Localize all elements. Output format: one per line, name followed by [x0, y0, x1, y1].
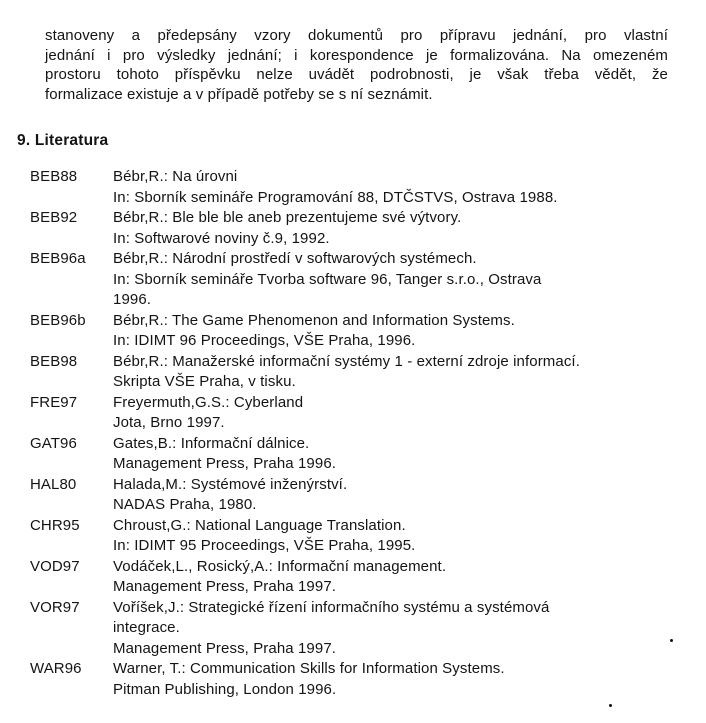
bib-citation — [113, 598, 696, 660]
bib-line: Management Press, Praha 1997. — [113, 639, 337, 657]
bib-line: Jota, Brno 1997. — [113, 414, 225, 431]
bib-line: Pitman Publishing, London 1996. — [113, 680, 337, 698]
bib-citation — [113, 311, 696, 352]
bib-entry — [30, 659, 696, 700]
bib-citation — [113, 249, 696, 311]
bib-line: In: Sborník semináře Programování 88, DTČSTVS, Ostrava 1988. — [113, 188, 558, 206]
scan-artifact-dot — [670, 639, 673, 642]
bib-citation — [113, 475, 696, 516]
bib-line: 1996. — [113, 291, 152, 308]
bib-citation — [113, 208, 696, 249]
bib-entry — [30, 249, 696, 311]
bib-label: HAL80 — [30, 475, 77, 493]
paragraph-line: stanoveny a předepsány vzory dokumentů pro přípravu jednání, pro vlastní — [45, 27, 668, 44]
bib-label: VOR97 — [30, 598, 80, 616]
paragraph-line: prostoru tohoto příspěvku nelze uvádět podrobnosti, je však třeba vědět, že — [45, 66, 668, 83]
bib-entry — [30, 352, 696, 393]
bib-line: Gates,B.: Informační dálnice. — [113, 434, 310, 452]
bib-label: BEB92 — [30, 209, 78, 226]
bib-label: FRE97 — [30, 393, 78, 411]
bib-entry — [30, 557, 696, 598]
bib-line: Bébr,R.: Na úrovni — [113, 168, 238, 185]
bib-entry — [30, 208, 696, 249]
bib-label: BEB96b — [30, 311, 86, 329]
bib-line: Management Press, Praha 1996. — [113, 455, 337, 472]
bib-entry — [30, 434, 696, 475]
bib-line: Warner, T.: Communication Skills for Information Systems. — [113, 660, 505, 677]
bib-label: VOD97 — [30, 557, 80, 575]
bib-line: Chroust,G.: National Language Translation. — [113, 516, 406, 534]
bib-line: Skripta VŠE Praha, v tisku. — [113, 373, 296, 390]
bib-citation — [113, 434, 696, 475]
bib-entry — [30, 167, 696, 208]
bib-line: Vodáček,L., Rosický,A.: Informační management. — [113, 557, 447, 575]
paragraph-line: formalizace existuje a v případě potřeby se s ní seznámit. — [45, 85, 433, 103]
bib-citation — [113, 393, 696, 434]
bib-line: Bébr,R.: Národní prostředí v softwarových systémech. — [113, 250, 477, 267]
bib-label: BEB88 — [30, 168, 78, 185]
bibliography-list — [30, 167, 696, 700]
bib-line: In: IDIMT 96 Proceedings, VŠE Praha, 1996. — [113, 332, 416, 349]
scan-artifact-dot — [609, 704, 612, 707]
bib-citation — [113, 167, 696, 208]
paragraph-line: jednání i pro výsledky jednání; i korespondence je formalizována. Na omezeném — [45, 46, 668, 64]
bib-citation — [113, 352, 696, 393]
bib-line: Voříšek,J.: Strategické řízení informačního systému a systémová — [113, 598, 550, 616]
bib-citation — [113, 659, 696, 700]
bib-entry — [30, 475, 696, 516]
bib-entry — [30, 516, 696, 557]
bib-label: CHR95 — [30, 516, 80, 534]
bib-line: NADAS Praha, 1980. — [113, 496, 257, 513]
intro-paragraph — [45, 26, 668, 104]
bib-line: integrace. — [113, 619, 180, 636]
bib-label: WAR96 — [30, 660, 82, 677]
bib-line: In: Sborník semináře Tvorba software 96, Tanger s.r.o., Ostrava — [113, 270, 542, 288]
bib-line: In: Softwarové noviny č.9, 1992. — [113, 229, 330, 247]
bib-line: In: IDIMT 95 Proceedings, VŠE Praha, 1995. — [113, 537, 416, 554]
bib-entry — [30, 393, 696, 434]
bib-entry — [30, 598, 696, 660]
bib-line: Bébr,R.: The Game Phenomenon and Information Systems. — [113, 311, 515, 329]
bib-entry — [30, 311, 696, 352]
bib-label: BEB98 — [30, 352, 78, 370]
bib-line: Management Press, Praha 1997. — [113, 578, 337, 595]
bib-citation — [113, 557, 696, 598]
bib-line: Freyermuth,G.S.: Cyberland — [113, 393, 304, 411]
bib-label: GAT96 — [30, 434, 77, 452]
bib-label: BEB96a — [30, 250, 86, 267]
bib-line: Halada,M.: Systémové inženýrství. — [113, 475, 348, 493]
bib-line: Bébr,R.: Ble ble ble aneb prezentujeme své výtvory. — [113, 209, 462, 226]
bib-citation — [113, 516, 696, 557]
section-heading: 9. Literatura — [17, 132, 109, 149]
bib-line: Bébr,R.: Manažerské informační systémy 1 - externí zdroje informací. — [113, 352, 580, 370]
